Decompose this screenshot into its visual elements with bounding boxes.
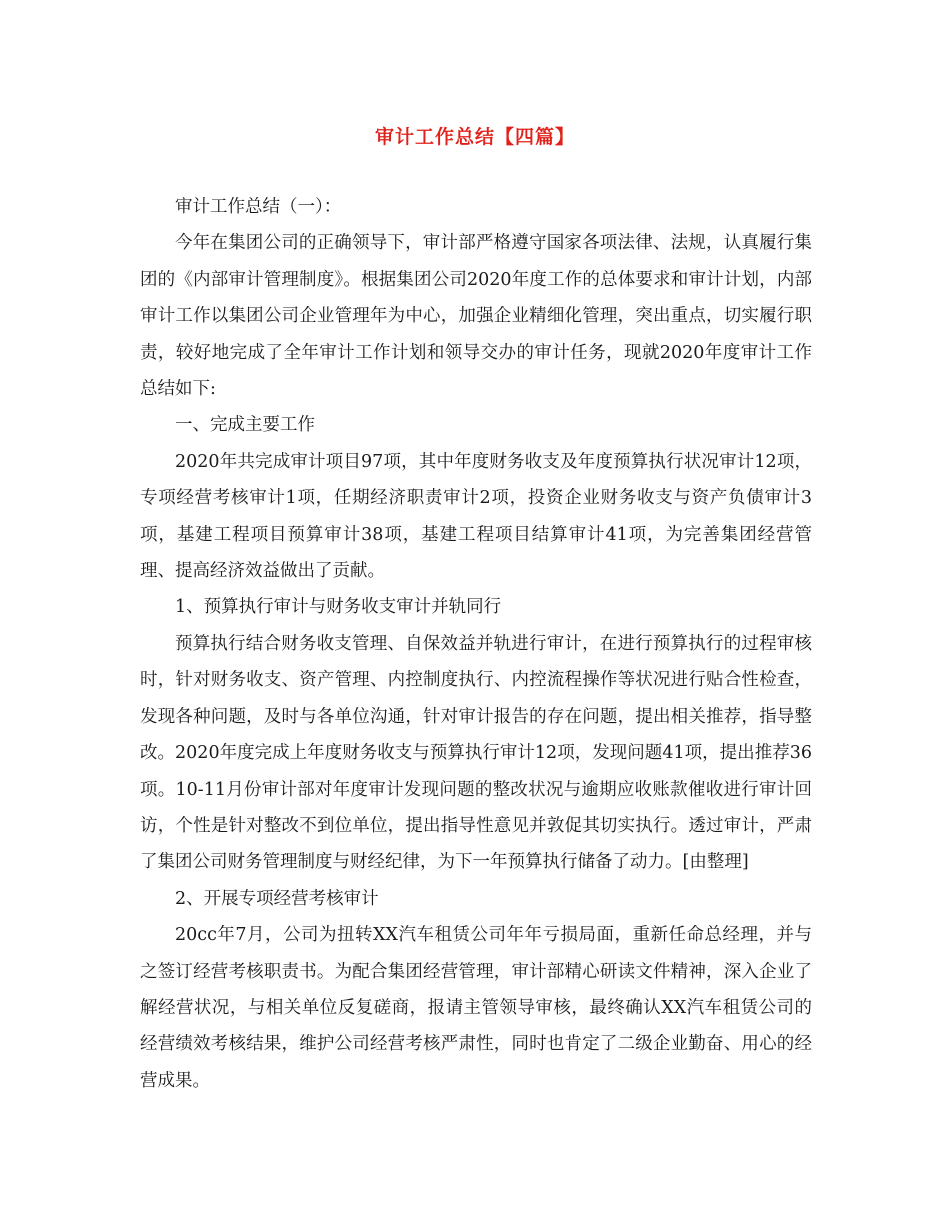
document-body xyxy=(140,189,812,1099)
subsection-heading-budget-audit: 1、预算执行审计与财务收支审计并轨同行 xyxy=(175,597,502,618)
section-heading-main-work: 一、完成主要工作 xyxy=(175,415,315,436)
budget-audit-paragraph: 预算执行结合财务收支管理、自保效益并轨进行审计，在进行预算执行的过程审核时，针对财务收支、资产管理、内控制度执行、内控流程操作等状况进行贴合性检查，发现各种问题，及时与各单位沟通，针对审计报告的存在问题，提出相关推荐，指导整改。2020年度完成上年度财务收支与预算执行审计12项，发现问题41项，提出推荐36项。10-11月份审计部对年度审计发现问题的整改状况与逾期应收账款催收进行审计回访，个性是针对整改不到位单位，提出指导性意见并敦促其切实执行。透过审计，严肃了集团公司财务管理制度与财经纪律，为下一年预算执行储备了动力。[由整理] xyxy=(140,633,812,873)
operation-audit-paragraph: 20cc年7月，公司为扭转XX汽车租赁公司年年亏损局面，重新任命总经理，并与之签订经营考核职责书。为配合集团经营管理，审计部精心研读文件精神，深入企业了解经营状况，与相关单位反复磋商，报请主管领导审核，最终确认XX汽车租赁公司的经营绩效考核结果，维护公司经营考核严肃性，同时也肯定了二级企业勤奋、用心的经营成果。 xyxy=(140,925,812,1091)
section-heading-summary-one: 审计工作总结（一）： xyxy=(175,197,342,217)
intro-paragraph: 今年在集团公司的正确领导下，审计部严格遵守国家各项法律、法规，认真履行集团的《内部审计管理制度》。根据集团公司2020年度工作的总体要求和审计计划，内部审计工作以集团公司企业管理年为中心，加强企业精细化管理，突出重点，切实履行职责，较好地完成了全年审计工作计划和领导交办的审计任务，现就2020年度审计工作总结如下: xyxy=(140,233,812,400)
subsection-heading-operation-audit: 2、开展专项经营考核审计 xyxy=(175,888,379,909)
document-title: 审计工作总结【四篇】 xyxy=(374,126,575,148)
main-work-paragraph: 2020年共完成审计项目97项，其中年度财务收支及年度预算执行状况审计12项，专项经营考核审计1项，任期经济职责审计2项，投资企业财务收支与资产负债审计3项，基建工程项目预算审计38项，基建工程项目结算审计41项，为完善集团经营管理、提高经济效益做出了贡献。 xyxy=(140,451,812,582)
